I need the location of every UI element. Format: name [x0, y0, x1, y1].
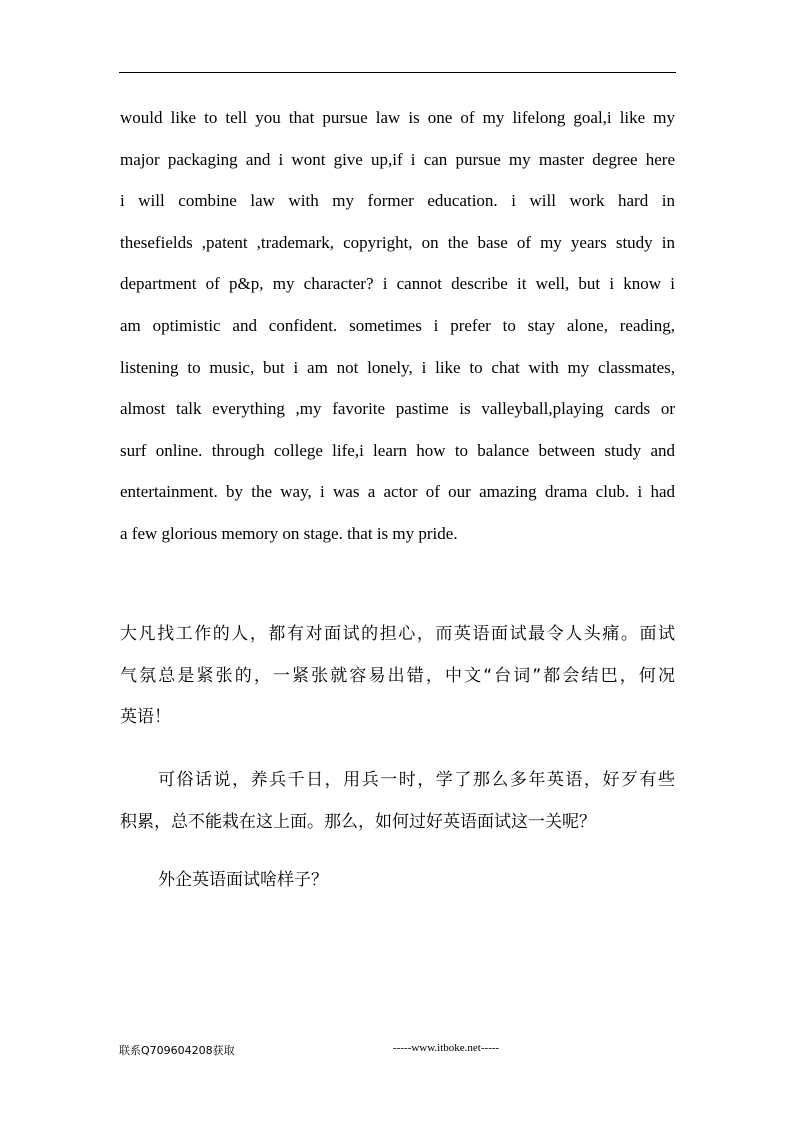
english-line: thesefields ,patent ,trademark, copyright, on the base of my years study in: [120, 232, 675, 252]
chinese-line: 大凡找工作的人，都有对面试的担心，而英语面试最令人头痛。面试: [120, 624, 675, 644]
chinese-paragraph-2: [120, 760, 675, 843]
footer-site-link[interactable]: -----www.itboke.net-----: [393, 1042, 500, 1054]
english-line: surf online. through college life,i learn how to balance between study and: [120, 440, 675, 460]
chinese-heading: 外企英语面试啥样子？: [158, 870, 328, 890]
english-line: department of p&p, my character? i cannot describe it well, but i know i: [120, 274, 675, 294]
english-line: listening to music, but i am not lonely, i like to chat with my classmates,: [120, 357, 675, 377]
chinese-line: 可俗话说，养兵千日，用兵一时，学了那么多年英语，好歹有些: [158, 770, 675, 790]
english-line: a few glorious memory on stage. that is my pride.: [120, 523, 458, 543]
english-line: major packaging and i wont give up,if i can pursue my master degree here: [120, 149, 675, 169]
chinese-line: 气氛总是紧张的，一紧张就容易出错，中文“台词”都会结巴，何况: [120, 665, 675, 686]
chinese-line: 英语！: [120, 707, 171, 727]
header-rule: [119, 72, 676, 73]
english-line: would like to tell you that pursue law is one of my lifelong goal,i like my: [120, 108, 675, 127]
english-line: entertainment. by the way, i was a actor of our amazing drama club. i had: [120, 482, 675, 502]
chinese-line: 积累，总不能栽在这上面。那么，如何过好英语面试这一关呢？: [120, 811, 596, 832]
english-line: i will combine law with my former education. i will work hard in: [120, 191, 675, 211]
chinese-paragraph-1: [120, 614, 675, 739]
english-paragraph: [120, 97, 675, 555]
english-line: almost talk everything ,my favorite pastime is valleyball,playing cards or: [120, 399, 675, 419]
english-line: am optimistic and confident. sometimes i prefer to stay alone, reading,: [120, 315, 675, 335]
footer-contact: 联系Q709604208获取: [119, 1044, 235, 1057]
